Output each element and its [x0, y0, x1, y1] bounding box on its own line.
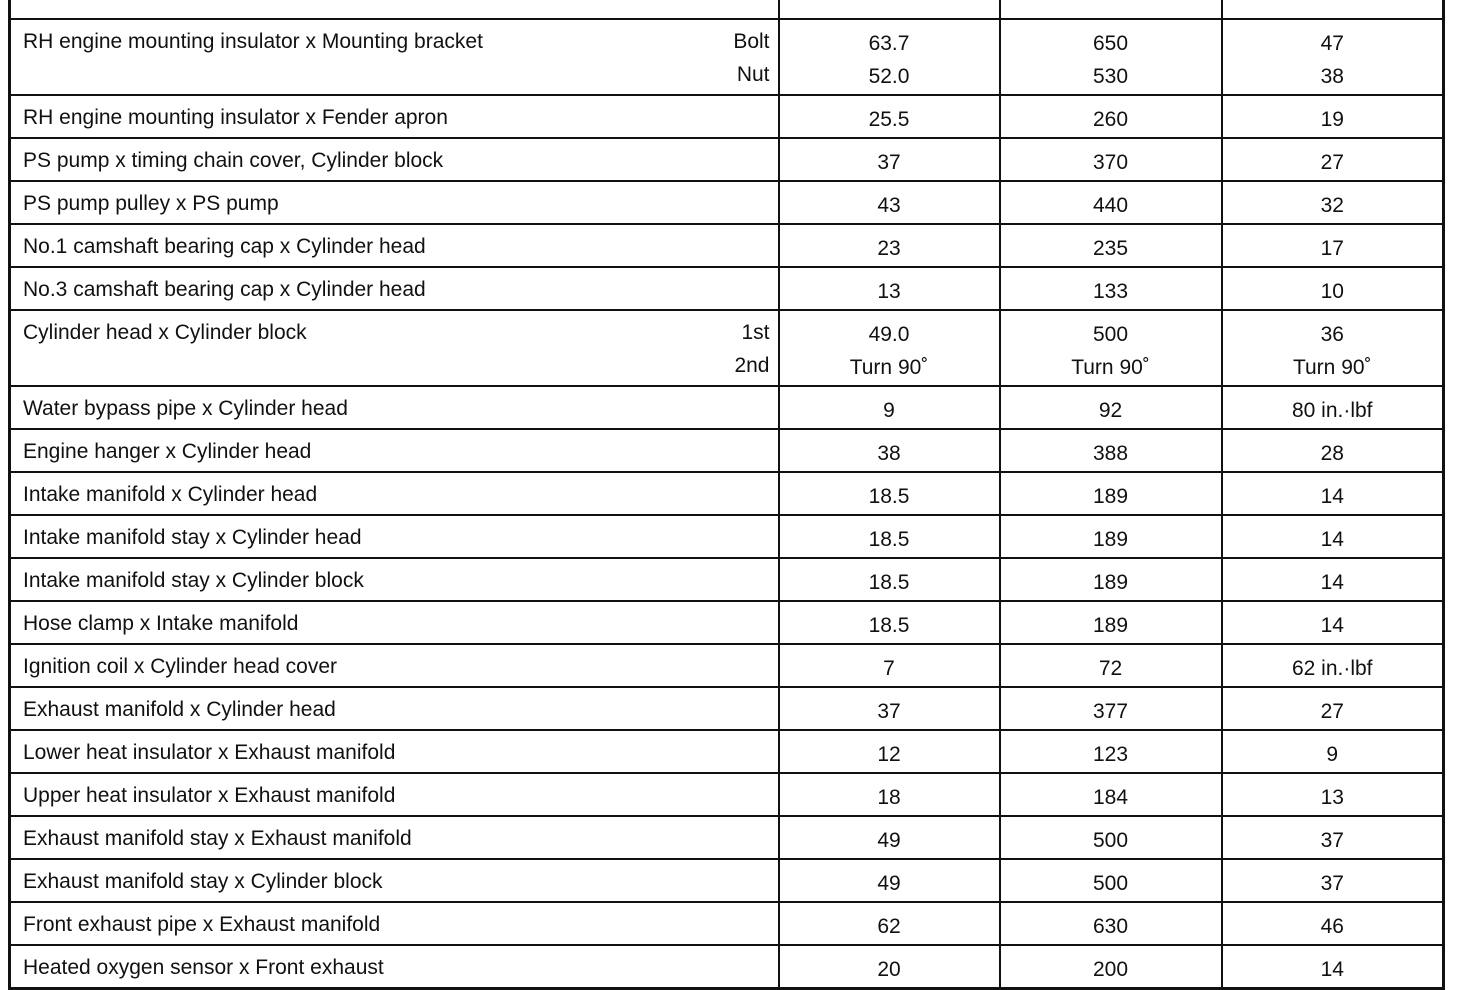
torque-kgf-value: 440: [1092, 194, 1129, 217]
part-name: Ignition coil x Cylinder head cover: [23, 655, 337, 678]
part-cell: [10, 902, 779, 945]
torque-ftlbf-value: 14: [1320, 958, 1344, 981]
torque-ftlbf-value: 14: [1320, 571, 1344, 594]
torque-kgf-value: 500: [1092, 829, 1129, 852]
part-cell: [10, 0, 779, 19]
torque-kgf-value: 189: [1092, 485, 1129, 508]
table-row: [10, 429, 1444, 472]
part-cell: [10, 138, 779, 181]
part-name: Exhaust manifold stay x Exhaust manifold: [23, 827, 412, 850]
part-cell-content: [23, 479, 770, 511]
torque-ftlbf-cell: [1222, 558, 1444, 601]
part-name: Engine hanger x Cylinder head: [23, 440, 312, 463]
table-row: [10, 816, 1444, 859]
part-name: No.3 camshaft bearing cap x Cylinder head: [23, 278, 426, 301]
torque-kgf-value: 200: [1092, 958, 1129, 981]
torque-nm-cell: [779, 310, 1000, 386]
part-cell-content: [23, 26, 770, 92]
part-cell-content: [23, 522, 770, 554]
part-name: Lower heat insulator x Exhaust manifold: [23, 741, 396, 764]
torque-ftlbf-cell: [1222, 95, 1444, 138]
torque-spec-table: [8, 0, 1445, 990]
table-row: [10, 644, 1444, 687]
part-name: Intake manifold x Cylinder head: [23, 483, 318, 506]
torque-kgf-value: 630: [1092, 915, 1129, 938]
torque-kgf-value: 189: [1092, 614, 1129, 637]
torque-ftlbf-cell: [1222, 138, 1444, 181]
part-name: Upper heat insulator x Exhaust manifold: [23, 784, 396, 807]
torque-nm-value: 37: [877, 151, 901, 174]
torque-nm-cell: [779, 386, 1000, 429]
part-name: RH engine mounting insulator x Fender apron: [23, 106, 448, 129]
torque-ftlbf-cell: [1222, 429, 1444, 472]
part-cell-content: [23, 780, 770, 812]
table-row: [10, 181, 1444, 224]
torque-kgf-value: [1001, 0, 1221, 18]
torque-nm-value: 20: [877, 958, 901, 981]
table-row: [10, 95, 1444, 138]
part-cell: [10, 181, 779, 224]
torque-kgf-value: 189: [1092, 528, 1129, 551]
torque-ftlbf-value: 38: [1320, 65, 1344, 88]
torque-kgf-cell: [1000, 181, 1222, 224]
torque-ftlbf-value: 47: [1320, 32, 1344, 55]
torque-ftlbf-value: 46: [1320, 915, 1344, 938]
part-cell: [10, 310, 779, 386]
torque-ftlbf-cell: [1222, 224, 1444, 267]
torque-kgf-cell: [1000, 310, 1222, 386]
torque-nm-value: 18: [877, 786, 901, 809]
torque-ftlbf-cell: [1222, 730, 1444, 773]
part-cell: [10, 429, 779, 472]
torque-nm-value: 18.5: [868, 571, 910, 594]
part-cell-content: [23, 102, 770, 134]
table-row: [10, 386, 1444, 429]
part-cell-content: [23, 952, 770, 984]
torque-kgf-value: 72: [1098, 657, 1123, 680]
torque-nm-cell: [779, 19, 1000, 95]
torque-ftlbf-value: 19: [1320, 108, 1344, 131]
table-row: [10, 515, 1444, 558]
torque-nm-value: 13: [877, 280, 901, 303]
table-row: [10, 902, 1444, 945]
torque-nm-cell: [779, 687, 1000, 730]
torque-ftlbf-value: 10: [1320, 280, 1344, 303]
part-cell-content: [23, 274, 770, 306]
torque-nm-value: Turn 90˚: [849, 356, 929, 379]
torque-kgf-cell: [1000, 515, 1222, 558]
torque-ftlbf-value: 9: [1326, 743, 1339, 766]
fastener-sublabels: [733, 26, 769, 92]
torque-nm-cell: [779, 0, 1000, 19]
torque-nm-cell: [779, 138, 1000, 181]
table-row: [10, 773, 1444, 816]
part-cell: [10, 730, 779, 773]
torque-kgf-cell: [1000, 730, 1222, 773]
part-name: Hose clamp x Intake manifold: [23, 612, 299, 635]
table-row: [10, 687, 1444, 730]
table-row: [10, 472, 1444, 515]
torque-nm-value: 18.5: [868, 614, 910, 637]
torque-kgf-value: 530: [1092, 65, 1129, 88]
torque-nm-cell: [779, 95, 1000, 138]
torque-nm-value: 18.5: [868, 485, 910, 508]
torque-kgf-value: 370: [1092, 151, 1129, 174]
part-name: RH engine mounting insulator x Mounting bracket: [23, 30, 483, 53]
torque-ftlbf-value: 14: [1320, 528, 1344, 551]
torque-kgf-cell: [1000, 945, 1222, 989]
part-cell-content: [23, 866, 770, 898]
torque-nm-cell: [779, 224, 1000, 267]
fastener-sublabel: Bolt: [733, 30, 770, 53]
part-cell: [10, 515, 779, 558]
torque-nm-value: 23: [877, 237, 901, 260]
fastener-sublabel: 1st: [741, 321, 770, 344]
torque-nm-value: 49: [877, 829, 901, 852]
torque-ftlbf-cell: [1222, 310, 1444, 386]
part-cell-content: [23, 694, 770, 726]
torque-nm-cell: [779, 601, 1000, 644]
torque-kgf-cell: [1000, 267, 1222, 310]
torque-kgf-value: 133: [1092, 280, 1129, 303]
torque-kgf-value: 500: [1092, 872, 1129, 895]
torque-nm-cell: [779, 267, 1000, 310]
torque-nm-value: 52.0: [868, 65, 910, 88]
torque-kgf-cell: [1000, 429, 1222, 472]
torque-kgf-value: 189: [1092, 571, 1129, 594]
torque-ftlbf-value: 17: [1320, 237, 1344, 260]
torque-nm-cell: [779, 816, 1000, 859]
torque-kgf-cell: [1000, 902, 1222, 945]
torque-nm-cell: [779, 558, 1000, 601]
torque-nm-cell: [779, 644, 1000, 687]
part-cell: [10, 601, 779, 644]
part-cell: [10, 267, 779, 310]
torque-ftlbf-value: 27: [1320, 700, 1344, 723]
torque-nm-value: [780, 0, 999, 18]
torque-ftlbf-cell: [1222, 181, 1444, 224]
torque-nm-cell: [779, 515, 1000, 558]
table-row-clipped: [10, 0, 1444, 19]
part-name: PS pump pulley x PS pump: [23, 192, 279, 215]
torque-nm-value: 7: [883, 657, 895, 680]
torque-kgf-cell: [1000, 0, 1222, 19]
torque-kgf-value: 235: [1092, 237, 1129, 260]
torque-kgf-cell: [1000, 472, 1222, 515]
torque-ftlbf-cell: [1222, 859, 1444, 902]
torque-ftlbf-cell: [1222, 687, 1444, 730]
part-cell: [10, 472, 779, 515]
part-cell-content: [23, 317, 770, 383]
torque-kgf-cell: [1000, 644, 1222, 687]
torque-nm-cell: [779, 181, 1000, 224]
torque-kgf-value: 650: [1092, 32, 1129, 55]
torque-kgf-value: 92: [1098, 399, 1123, 422]
torque-kgf-value: 388: [1092, 442, 1129, 465]
table-row: [10, 310, 1444, 386]
torque-kgf-value: 500: [1092, 323, 1129, 346]
table-row: [10, 224, 1444, 267]
torque-ftlbf-cell: [1222, 386, 1444, 429]
torque-ftlbf-cell: [1222, 19, 1444, 95]
torque-spec-table-wrapper: [8, 0, 1442, 990]
part-cell-content: [23, 188, 770, 220]
fastener-sublabel: Nut: [736, 63, 770, 86]
torque-nm-value: 25.5: [868, 108, 910, 131]
part-name: Intake manifold stay x Cylinder block: [23, 569, 364, 592]
torque-nm-cell: [779, 429, 1000, 472]
part-cell: [10, 687, 779, 730]
torque-nm-value: 62: [877, 915, 901, 938]
part-cell-content: [23, 608, 770, 640]
torque-ftlbf-cell: [1222, 644, 1444, 687]
part-cell: [10, 386, 779, 429]
torque-nm-value: 9: [883, 399, 895, 422]
torque-spec-table-body: [10, 0, 1444, 989]
part-name: Exhaust manifold stay x Cylinder block: [23, 870, 383, 893]
torque-ftlbf-cell: [1222, 472, 1444, 515]
part-cell: [10, 816, 779, 859]
torque-ftlbf-value: 37: [1320, 829, 1344, 852]
torque-ftlbf-value: 13: [1320, 786, 1344, 809]
part-name: Heated oxygen sensor x Front exhaust: [23, 956, 384, 979]
torque-ftlbf-value: 27: [1320, 151, 1344, 174]
torque-ftlbf-cell: [1222, 816, 1444, 859]
torque-kgf-cell: [1000, 558, 1222, 601]
torque-nm-value: 37: [877, 700, 901, 723]
torque-ftlbf-value: 32: [1320, 194, 1344, 217]
table-row: [10, 558, 1444, 601]
torque-nm-cell: [779, 730, 1000, 773]
torque-kgf-value: 123: [1092, 743, 1129, 766]
part-name: Exhaust manifold x Cylinder head: [23, 698, 336, 721]
part-cell: [10, 644, 779, 687]
part-cell-content: [23, 145, 770, 177]
torque-ftlbf-value: 36: [1320, 323, 1344, 346]
torque-ftlbf-value: 37: [1320, 872, 1344, 895]
part-name: PS pump x timing chain cover, Cylinder block: [23, 149, 444, 172]
torque-nm-cell: [779, 902, 1000, 945]
table-row: [10, 945, 1444, 989]
fastener-sublabel: 2nd: [734, 354, 770, 377]
torque-ftlbf-value: 62 in.·lbf: [1291, 657, 1373, 680]
part-cell-content: [23, 823, 770, 855]
part-cell-content: [23, 565, 770, 597]
torque-nm-value: 49: [877, 872, 901, 895]
part-cell-content: [23, 393, 770, 425]
torque-ftlbf-cell: [1222, 902, 1444, 945]
torque-kgf-cell: [1000, 773, 1222, 816]
torque-nm-value: 49.0: [868, 323, 910, 346]
torque-kgf-cell: [1000, 816, 1222, 859]
torque-nm-value: 63.7: [868, 32, 910, 55]
torque-kgf-cell: [1000, 138, 1222, 181]
torque-kgf-cell: [1000, 687, 1222, 730]
part-cell: [10, 19, 779, 95]
torque-nm-cell: [779, 773, 1000, 816]
table-row: [10, 601, 1444, 644]
torque-ftlbf-value: 14: [1320, 485, 1344, 508]
part-cell: [10, 558, 779, 601]
table-row: [10, 730, 1444, 773]
part-cell-content: [23, 231, 770, 263]
torque-ftlbf-cell: [1222, 515, 1444, 558]
torque-ftlbf-cell: [1222, 945, 1444, 989]
torque-kgf-cell: [1000, 601, 1222, 644]
torque-kgf-cell: [1000, 95, 1222, 138]
part-name: Front exhaust pipe x Exhaust manifold: [23, 913, 381, 936]
part-name: No.1 camshaft bearing cap x Cylinder head: [23, 235, 426, 258]
part-name: Cylinder head x Cylinder block: [23, 321, 307, 344]
torque-kgf-value: Turn 90˚: [1071, 356, 1150, 379]
table-row: [10, 267, 1444, 310]
torque-kgf-cell: [1000, 224, 1222, 267]
torque-nm-cell: [779, 859, 1000, 902]
table-row: [10, 19, 1444, 95]
torque-ftlbf-cell: [1222, 601, 1444, 644]
torque-ftlbf-value: 14: [1320, 614, 1344, 637]
torque-nm-cell: [779, 945, 1000, 989]
torque-kgf-value: 377: [1092, 700, 1129, 723]
torque-nm-value: 43: [877, 194, 901, 217]
table-row: [10, 138, 1444, 181]
torque-ftlbf-value: [1223, 0, 1443, 18]
part-cell: [10, 859, 779, 902]
torque-ftlbf-cell: [1222, 267, 1444, 310]
torque-kgf-cell: [1000, 19, 1222, 95]
torque-kgf-value: 260: [1092, 108, 1129, 131]
table-row: [10, 859, 1444, 902]
part-cell: [10, 773, 779, 816]
part-cell: [10, 224, 779, 267]
part-name: Water bypass pipe x Cylinder head: [23, 397, 348, 420]
part-cell: [10, 945, 779, 989]
torque-ftlbf-cell: [1222, 0, 1444, 19]
part-cell-content: [23, 436, 770, 468]
torque-nm-value: 12: [877, 743, 901, 766]
torque-kgf-value: 184: [1092, 786, 1129, 809]
part-cell: [10, 95, 779, 138]
part-cell-content: [23, 651, 770, 683]
torque-nm-cell: [779, 472, 1000, 515]
torque-ftlbf-value: Turn 90˚: [1292, 356, 1372, 379]
torque-ftlbf-value: 80 in.·lbf: [1291, 399, 1373, 422]
fastener-sublabels: [734, 317, 769, 383]
torque-kgf-cell: [1000, 386, 1222, 429]
part-name: Intake manifold stay x Cylinder head: [23, 526, 362, 549]
torque-kgf-cell: [1000, 859, 1222, 902]
torque-ftlbf-value: 28: [1320, 442, 1344, 465]
torque-ftlbf-cell: [1222, 773, 1444, 816]
part-cell-content: [23, 737, 770, 769]
part-cell-content: [23, 909, 770, 941]
torque-nm-value: 18.5: [868, 528, 910, 551]
torque-nm-value: 38: [877, 442, 901, 465]
